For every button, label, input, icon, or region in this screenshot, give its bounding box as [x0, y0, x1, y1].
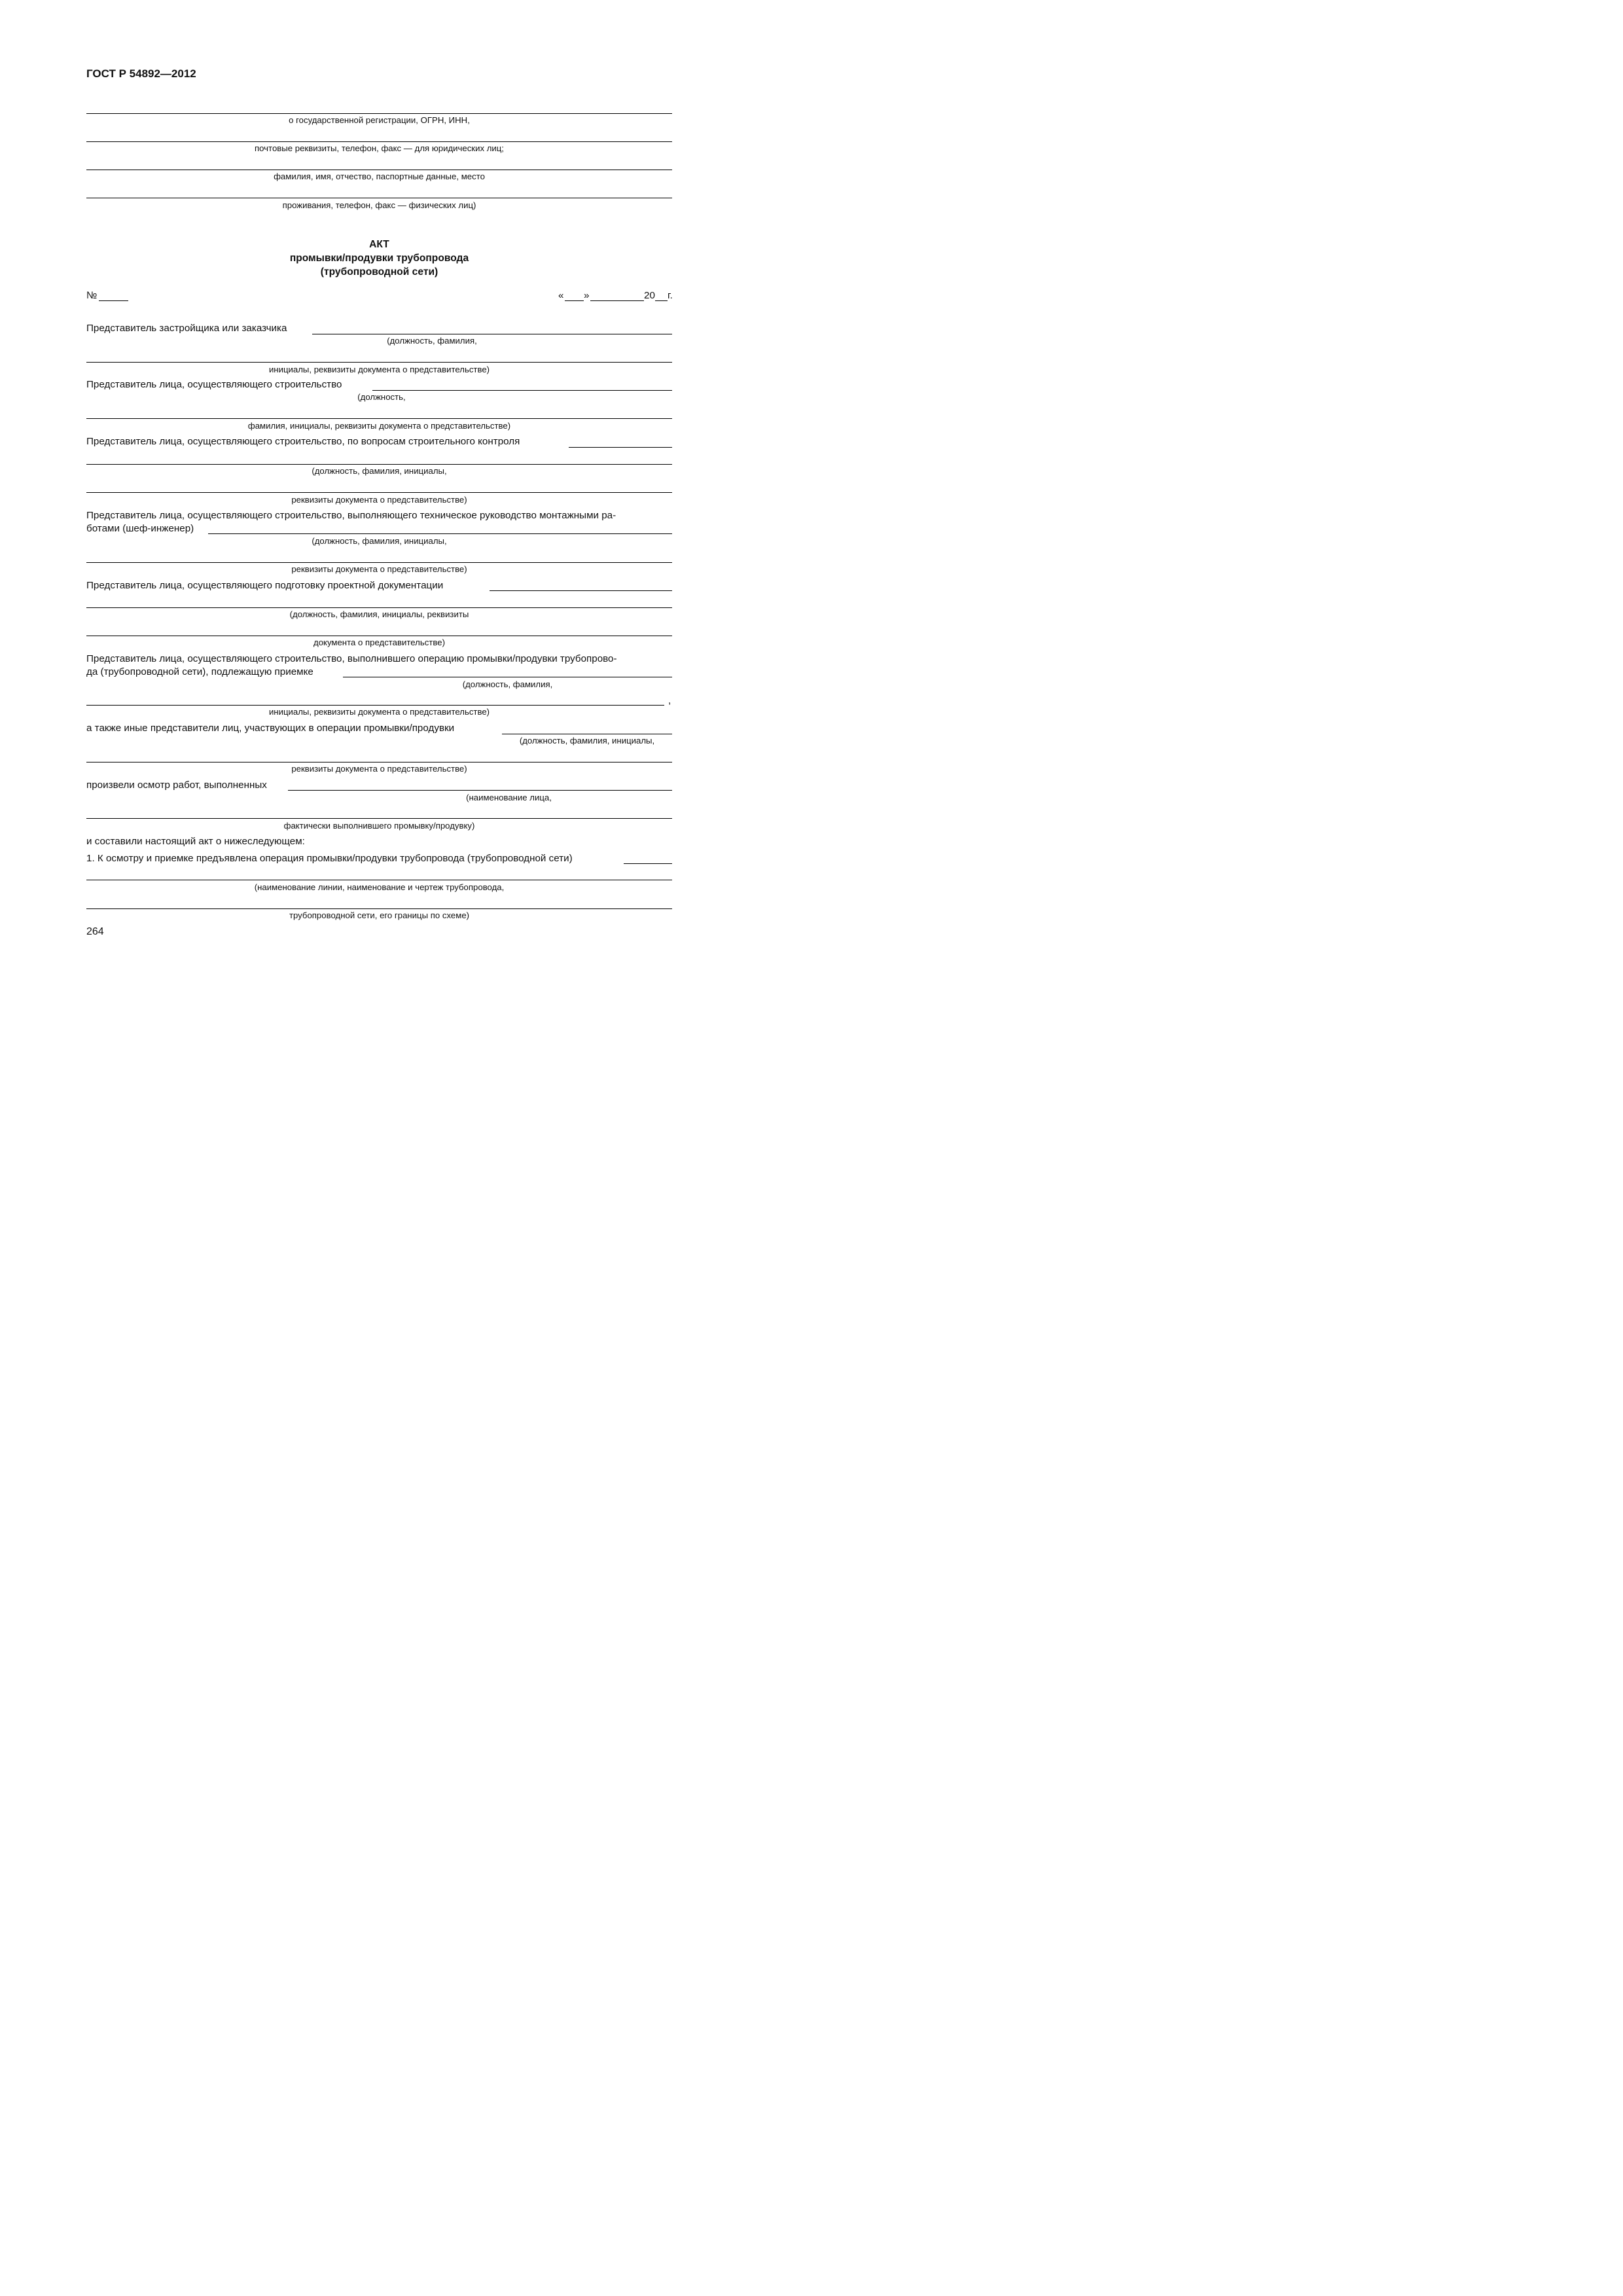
builder-rep-label: Представитель лица, осуществляющего строительство	[86, 379, 342, 390]
caption: фамилия, имя, отчество, паспортные данные, место	[274, 171, 485, 181]
caption: (должность, фамилия, инициалы,	[312, 536, 447, 546]
caption: фамилия, инициалы, реквизиты документа о представительстве)	[247, 421, 511, 431]
caption: (должность, фамилия,	[462, 679, 553, 689]
caption: (должность, фамилия,	[387, 336, 477, 346]
date-year-field[interactable]	[655, 300, 668, 301]
design-rep-label: Представитель лица, осуществляющего подготовку проектной документации	[86, 580, 444, 591]
caption: почтовые реквизиты, телефон, факс — для юридических лиц;	[255, 143, 504, 153]
builder-rep-field[interactable]	[372, 390, 672, 391]
performer-rep-label-cont: да (трубопроводной сети), подлежащую приемке	[86, 666, 313, 677]
control-rep-label: Представитель лица, осуществляющего строительство, по вопросам строительного контроля	[86, 436, 520, 447]
caption: реквизиты документа о представительстве)	[291, 495, 467, 505]
doc-code-header: ГОСТ Р 54892—2012	[86, 67, 196, 80]
caption: реквизиты документа о представительстве)	[291, 764, 467, 774]
date-year-suffix: г.	[668, 290, 673, 301]
caption: инициалы, реквизиты документа о представительстве)	[268, 365, 490, 374]
performer-rep-field-2[interactable]	[86, 705, 664, 706]
caption: проживания, телефон, факс — физических лиц)	[282, 200, 476, 210]
other-reps-label: а также иные представители лиц, участвующих в операции промывки/продувки	[86, 723, 455, 734]
inspection-field-2[interactable]	[86, 818, 672, 819]
caption: фактически выполнившего промывку/продувку)	[283, 821, 475, 831]
date-quote-close: »	[584, 290, 590, 301]
date-quote-open: «	[558, 290, 564, 301]
item-1-field-3[interactable]	[86, 908, 672, 909]
control-rep-field-2[interactable]	[86, 464, 672, 465]
caption: (должность,	[357, 392, 406, 402]
caption: документа о представительстве)	[313, 637, 445, 647]
item-1-text: 1. К осмотру и приемке предъявлена операция промывки/продувки трубопровода (трубопроводной сети)	[86, 853, 573, 864]
performer-rep-label: Представитель лица, осуществляющего строительство, выполнившего операцию промывки/продувки трубопрово-	[86, 653, 617, 664]
inspection-label: произвели осмотр работ, выполненных	[86, 780, 267, 791]
developer-rep-label: Представитель застройщика или заказчика	[86, 323, 287, 334]
chief-engineer-rep-field-2[interactable]	[86, 562, 672, 563]
chief-engineer-rep-label-cont: ботами (шеф-инженер)	[86, 523, 194, 534]
inspection-field[interactable]	[288, 790, 672, 791]
fill-line[interactable]	[86, 141, 672, 142]
chief-engineer-rep-label: Представитель лица, осуществляющего строительство, выполняющего техническое руководство монтажными ра-	[86, 510, 616, 521]
act-number-field[interactable]	[99, 300, 128, 301]
caption: (должность, фамилия, инициалы,	[519, 736, 655, 745]
date-month-field[interactable]	[590, 300, 644, 301]
act-title-qualifier: (трубопроводной сети)	[320, 266, 438, 278]
date-year-prefix: 20	[644, 290, 655, 301]
trailing-comma: ,	[668, 695, 671, 706]
design-rep-field-2[interactable]	[86, 607, 672, 608]
act-title: АКТ	[369, 239, 389, 250]
item-1-field[interactable]	[624, 863, 672, 864]
caption: (должность, фамилия, инициалы,	[312, 466, 447, 476]
caption: (наименование линии, наименование и чертеж трубопровода,	[254, 882, 505, 892]
caption: инициалы, реквизиты документа о представительстве)	[268, 707, 490, 717]
caption: реквизиты документа о представительстве)	[291, 564, 467, 574]
fill-line[interactable]	[86, 113, 672, 114]
page-number: 264	[86, 926, 104, 937]
developer-rep-field-2[interactable]	[86, 362, 672, 363]
date-day-field[interactable]	[565, 300, 584, 301]
control-rep-field-3[interactable]	[86, 492, 672, 493]
act-number-label: №	[86, 290, 98, 301]
design-rep-field[interactable]	[490, 590, 672, 591]
caption: трубопроводной сети, его границы по схеме)	[289, 910, 470, 920]
chief-engineer-rep-field[interactable]	[208, 533, 672, 534]
caption: (должность, фамилия, инициалы, реквизиты	[289, 609, 469, 619]
act-statement: и составили настоящий акт о нижеследующем:	[86, 836, 305, 847]
control-rep-field[interactable]	[569, 447, 672, 448]
act-title-subject: промывки/продувки трубопровода	[289, 253, 469, 264]
caption: (наименование лица,	[466, 793, 552, 802]
builder-rep-field-2[interactable]	[86, 418, 672, 419]
caption: о государственной регистрации, ОГРН, ИНН,	[289, 115, 470, 125]
